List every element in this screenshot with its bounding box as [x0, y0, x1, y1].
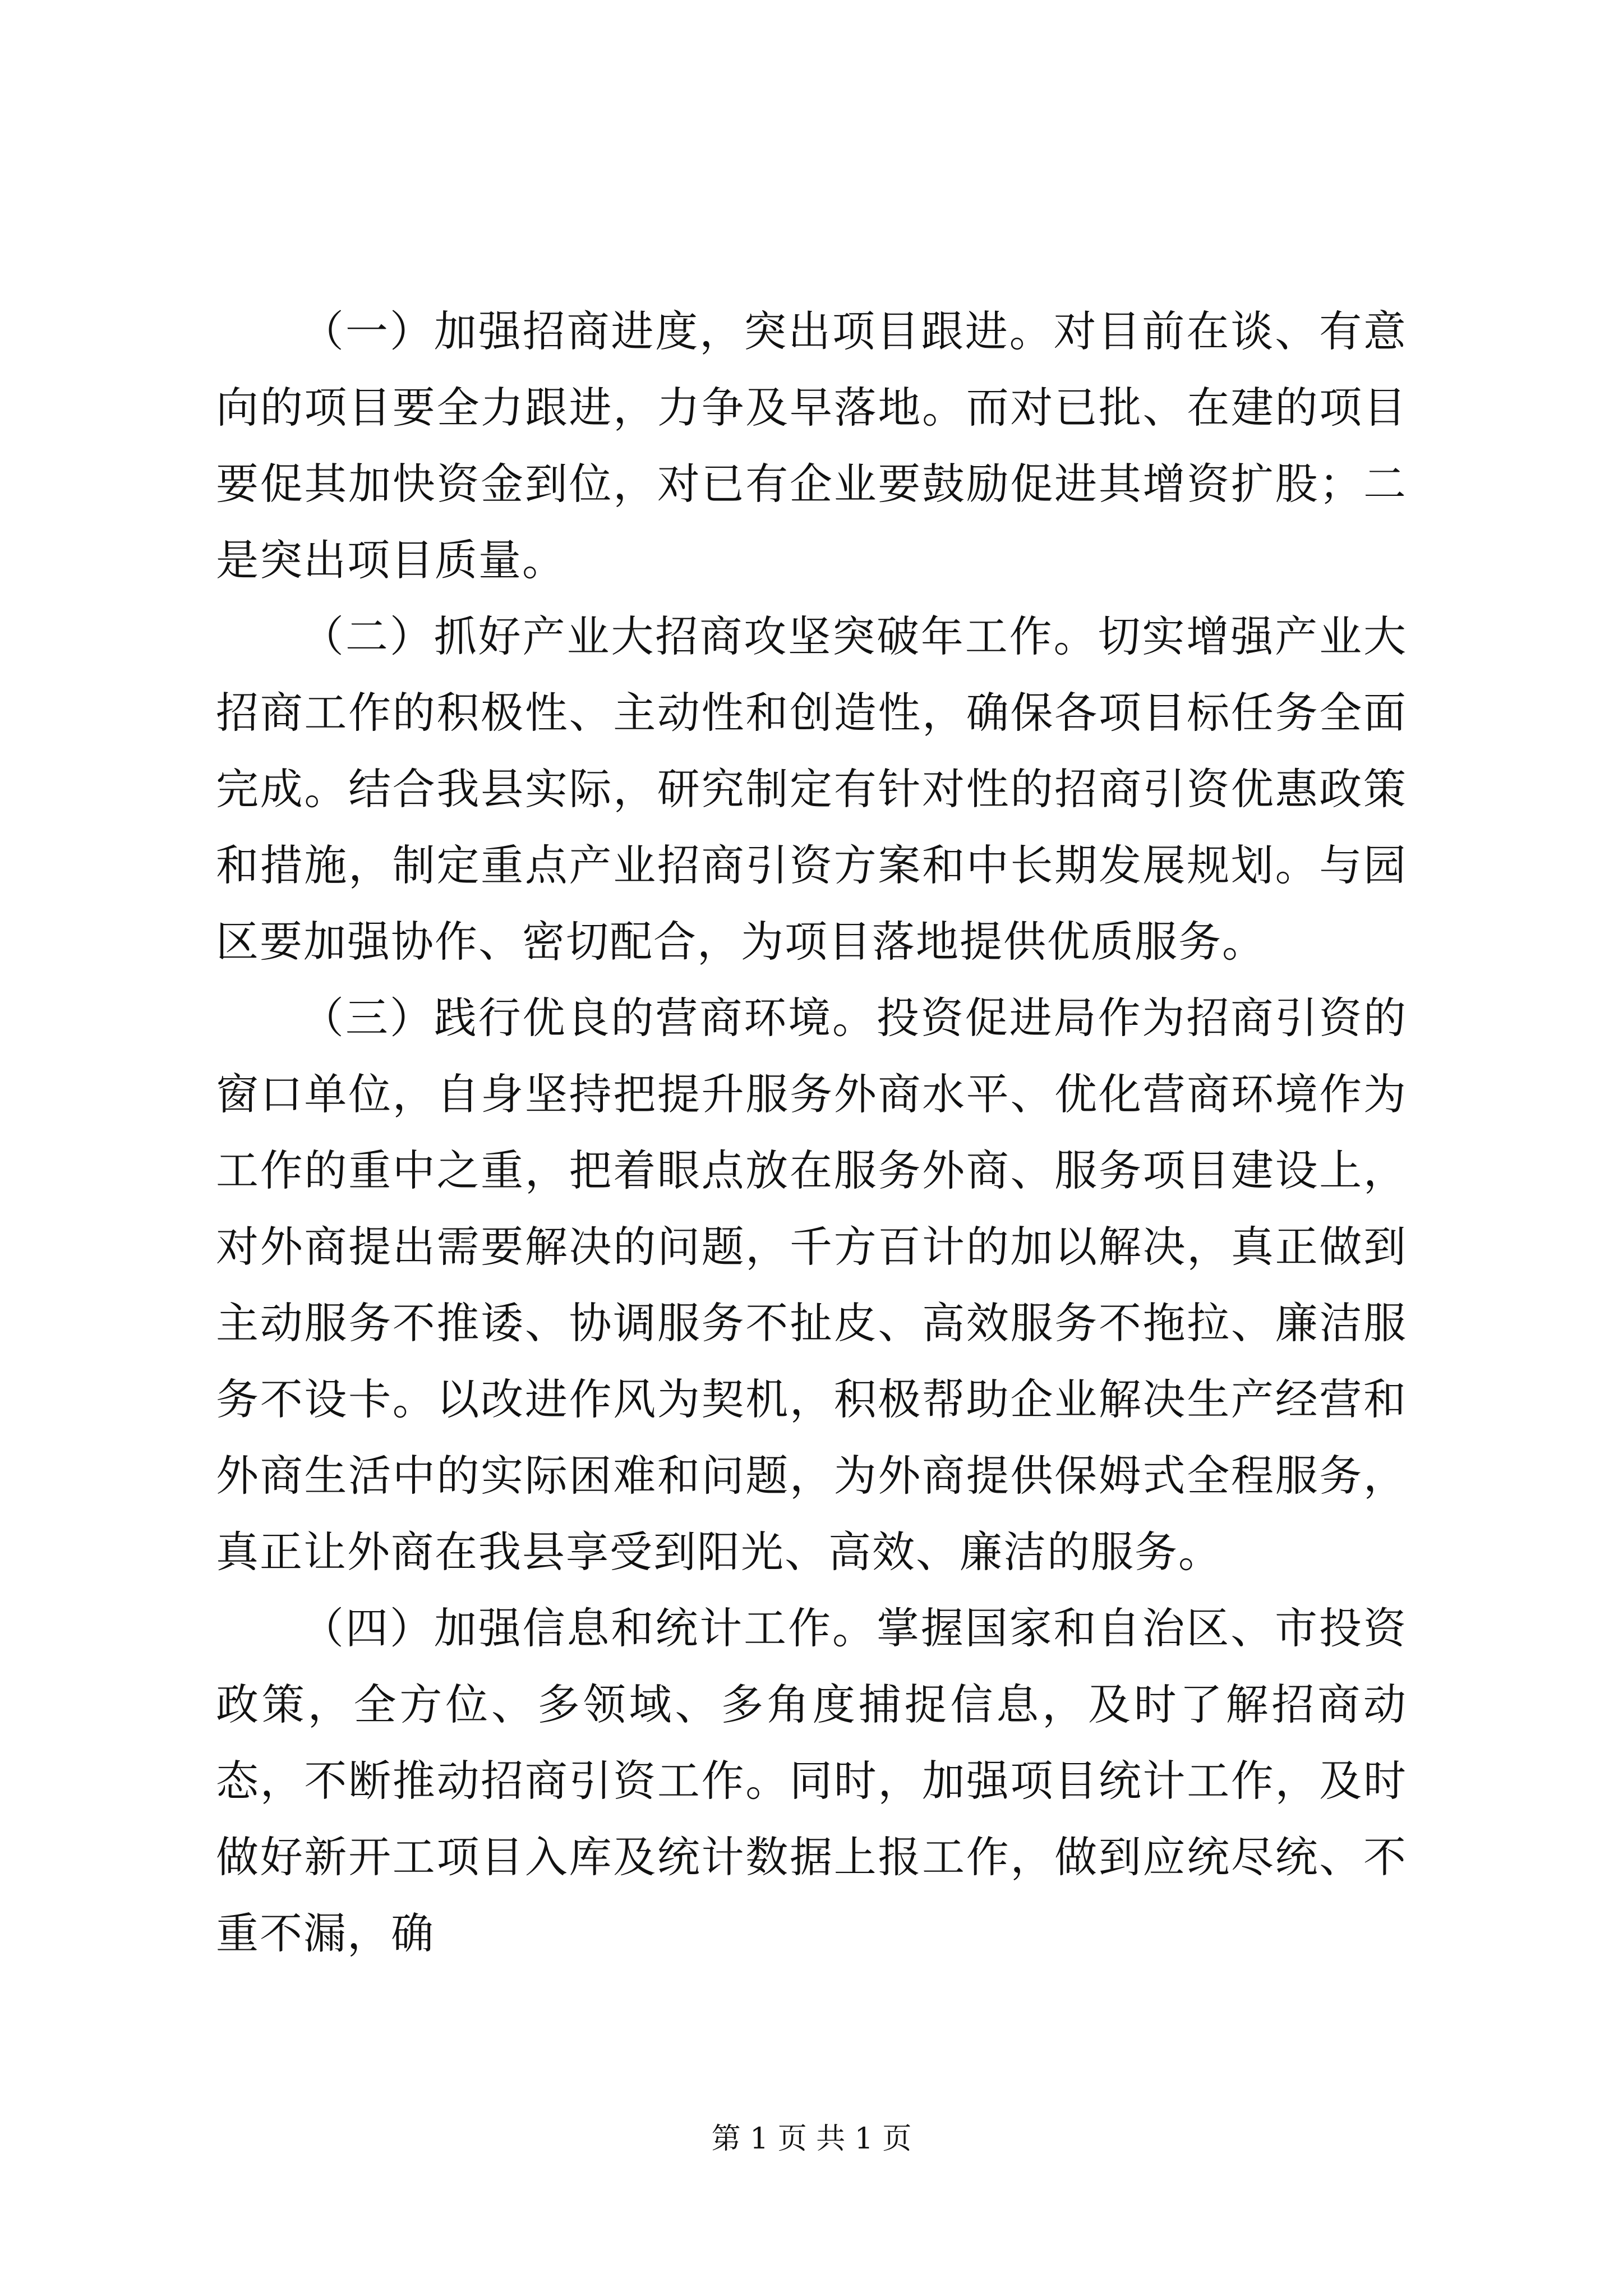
paragraph-2: （二）抓好产业大招商攻坚突破年工作。切实增强产业大招商工作的积极性、主动性和创造性，确保各项目标任务全面完成。结合我县实际，研究制定有针对性的招商引资优惠政策和措施，制定重点产业招商引资方案和中长期发展规划。与园区要加强协作、密切配合，为项目落地提供优质服务。: [216, 611, 1407, 967]
paragraph-1: （一）加强招商进度，突出项目跟进。对目前在谈、有意向的项目要全力跟进，力争及早落地。而对已批、在建的项目要促其加快资金到位，对已有企业要鼓励促进其增资扩股；二是突出项目质量。: [216, 306, 1407, 585]
paragraph-3: （三）践行优良的营商环境。投资促进局作为招商引资的窗口单位，自身坚持把提升服务外商水平、优化营商环境作为工作的重中之重，把着眼点放在服务外商、服务项目建设上，对外商提出需要解决的问题，千方百计的加以解决，真正做到主动服务不推诿、协调服务不扯皮、高效服务不拖拉、廉洁服务不设卡。以改进作风为契机，积极帮助企业解决生产经营和外商生活中的实际困难和问题，为外商提供保姆式全程服务，真正让外商在我县享受到阳光、高效、廉洁的服务。: [216, 993, 1407, 1577]
paragraph-4: （四）加强信息和统计工作。掌握国家和自治区、市投资政策，全方位、多领域、多角度捕捉信息，及时了解招商动态，不断推动招商引资工作。同时，加强项目统计工作，及时做好新开工项目入库及统计数据上报工作，做到应统尽统、不重不漏，确: [216, 1603, 1407, 1958]
page-footer: 第 1 页 共 1 页: [711, 2122, 912, 2156]
document-body: [216, 293, 1407, 1972]
